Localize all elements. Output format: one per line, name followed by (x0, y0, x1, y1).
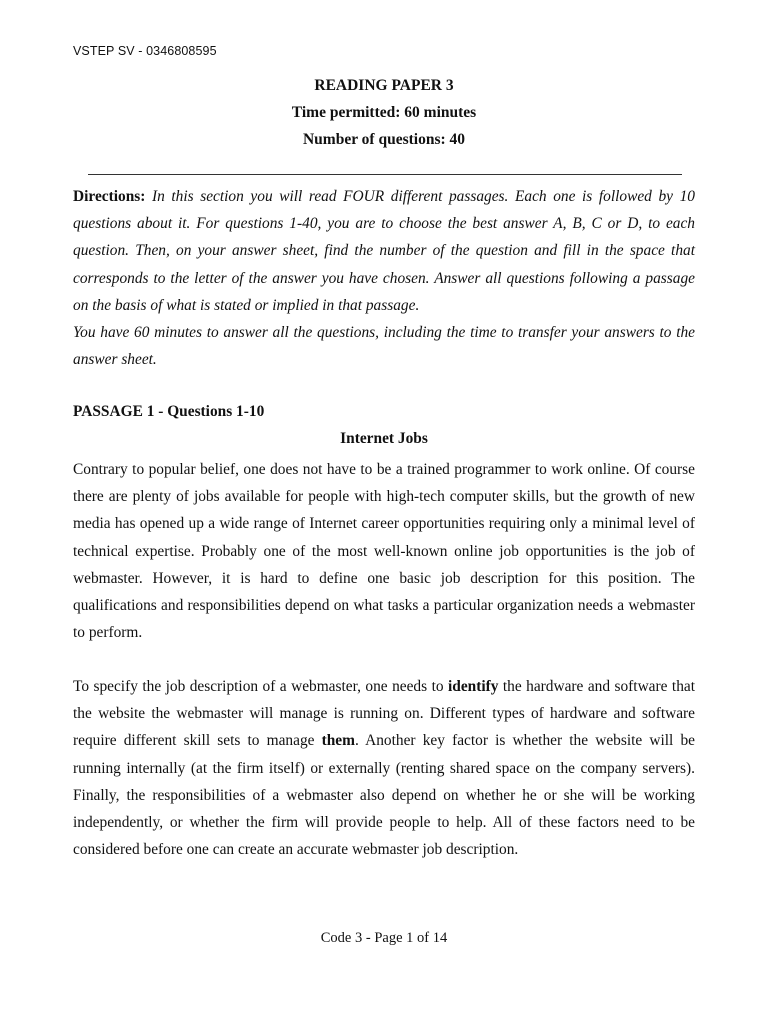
passage-paragraph-2 (73, 673, 695, 863)
time-permitted: Time permitted: 60 minutes (291, 104, 477, 121)
passage-title: Internet Jobs (340, 430, 428, 447)
directions-text-1: In this section you will read FOUR different passages. Each one is followed by 10 questions about it. For questions 1-40, you are to choose the best answer A, B, C or D, to each question. Then, on your answer sheet, find the number of the question and fill in the space that corresponds to the letter of the answer you have chosen. Answer all questions following a passage on the basis of what is stated or implied in that passage. (73, 188, 695, 314)
directions-block (73, 183, 695, 373)
page-footer: Code 3 - Page 1 of 14 (320, 930, 448, 946)
directions-label: Directions: (73, 188, 146, 205)
para2-part-c: the hardware and software that the website the webmaster will manage is running on. Different types of hardware and software require different skill sets to manage (73, 678, 695, 750)
paragraph-1-text: Contrary to popular belief, one does not have to be a trained programmer to work online. Of course there are plenty of jobs available for people with high-tech computer skills, but the growth of new media has opened up a wide range of Internet career opportunities requiring only a minimal level of technical expertise. Probably one of the most well-known online job opportunities is the job of webmaster. However, it is hard to define one basic job description for this position. The qualifications and responsibilities depend on what tasks a particular organization needs a webmaster to perform. (73, 461, 695, 642)
directions-text-2: You have 60 minutes to answer all the questions, including the time to transfer your answers to the answer sheet. (73, 324, 695, 369)
header-code: VSTEP SV - 0346808595 (73, 44, 217, 58)
paragraph-2-text (73, 673, 695, 863)
keyword-identify: identify (447, 678, 499, 695)
passage-paragraph-1 (73, 456, 695, 646)
keyword-them: them (321, 732, 355, 750)
passage-heading: PASSAGE 1 - Questions 1-10 (73, 403, 265, 420)
directions-paragraph-2 (73, 319, 695, 373)
directions-paragraph-1 (73, 183, 695, 319)
divider-line (88, 174, 682, 175)
paper-title: READING PAPER 3 (314, 77, 454, 94)
para2-part-d: . Another key factor is whether the website will be running internally (at the firm itself) or externally (renting shared space on the company servers). Finally, the responsibilities of a webmaster also depend on whether he or she will be working independently, or whether the firm will provide people to help. All of these factors need to be considered before one can create an accurate webmaster job description. (73, 732, 695, 859)
number-of-questions: Number of questions: 40 (302, 131, 466, 148)
para2-part-a: To specify the job description of a webmaster, one needs to (73, 678, 448, 695)
